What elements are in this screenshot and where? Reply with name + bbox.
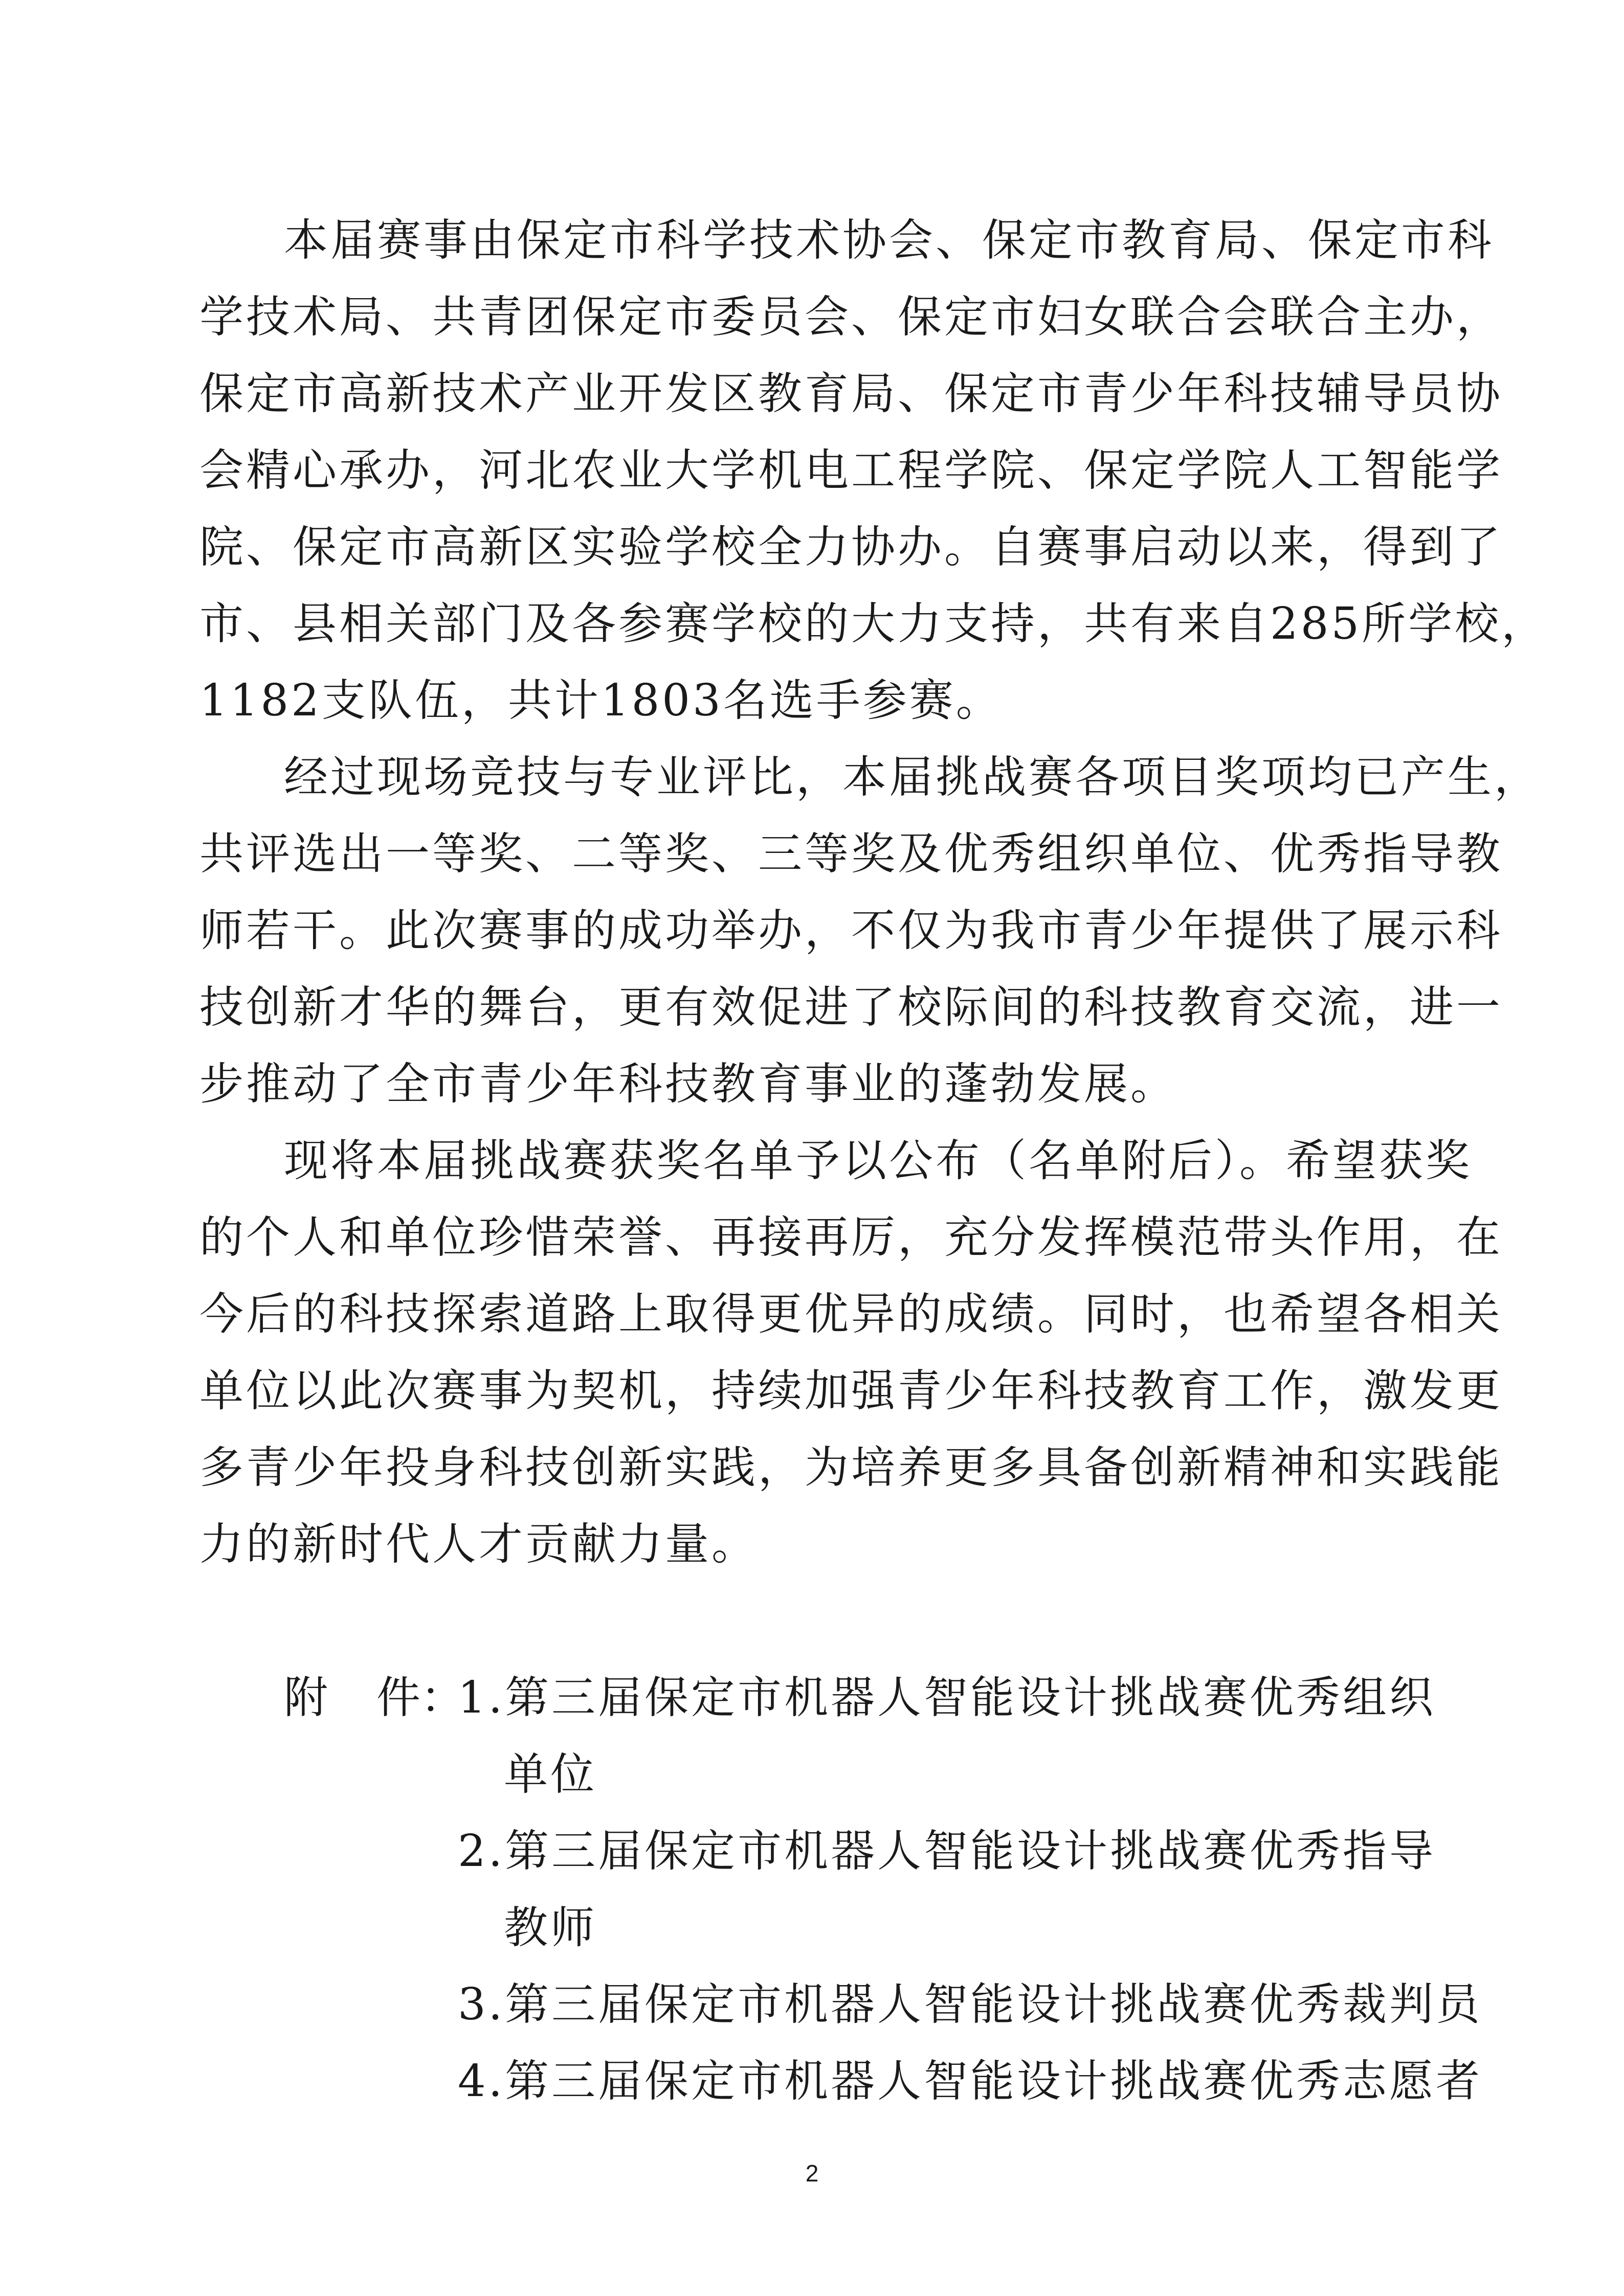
paragraph-1-line-6: 市、县相关部门及各参赛学校的大力支持，共有来自285所学校， <box>199 598 1548 649</box>
attachment-item-3 <box>458 1976 1482 2033</box>
attachment-title: 第三届保定市机器人智能设计挑战赛优秀组织 <box>505 1672 1436 1723</box>
paragraph-1-line-3: 保定市高新技术产业开发区教育局、保定市青少年科技辅导员协 <box>199 368 1503 419</box>
page-number: 2 <box>805 2160 819 2187</box>
paragraph-2-line-3: 师若干。此次赛事的成功举办，不仅为我市青少年提供了展示科 <box>199 905 1503 956</box>
paragraph-1-line-1: 本届赛事由保定市科学技术协会、保定市教育局、保定市科 <box>284 215 1494 266</box>
attachment-title: 第三届保定市机器人智能设计挑战赛优秀指导 <box>505 1826 1436 1877</box>
attachment-number: 1. <box>458 1672 505 1723</box>
attachments-label <box>284 1670 464 1726</box>
attachments-label-first: 附 <box>284 1672 328 1723</box>
paragraph-1-line-5: 院、保定市高新区实验学校全力协办。自赛事启动以来，得到了 <box>199 522 1503 573</box>
paragraph-2-line-1: 经过现场竞技与专业评比，本届挑战赛各项目奖项均已产生， <box>284 752 1541 803</box>
paragraph-1-line-4: 会精心承办，河北农业大学机电工程学院、保定学院人工智能学 <box>199 445 1503 496</box>
paragraph-2-line-4: 技创新才华的舞台，更有效促进了校际间的科技教育交流，进一 <box>199 982 1503 1033</box>
attachments-label-second: 件： <box>376 1672 464 1723</box>
paragraph-3-line-2: 的个人和单位珍惜荣誉、再接再厉，充分发挥模范带头作用，在 <box>199 1212 1503 1263</box>
attachment-title: 第三届保定市机器人智能设计挑战赛优秀志愿者 <box>505 2056 1483 2107</box>
paragraph-3-line-4: 单位以此次赛事为契机，持续加强青少年科技教育工作，激发更 <box>199 1365 1503 1416</box>
paragraph-3-line-5: 多青少年投身科技创新实践，为培养更多具备创新精神和实践能 <box>199 1442 1503 1493</box>
paragraph-2-line-5: 步推动了全市青少年科技教育事业的蓬勃发展。 <box>199 1059 1177 1110</box>
attachment-item-4 <box>458 2053 1482 2109</box>
attachment-title: 第三届保定市机器人智能设计挑战赛优秀裁判员 <box>505 1979 1483 2030</box>
paragraph-3-line-6: 力的新时代人才贡献力量。 <box>199 1519 758 1570</box>
paragraph-3-line-3: 今后的科技探索道路上取得更优异的成绩。同时，也希望各相关 <box>199 1289 1503 1340</box>
paragraph-1-line-7: 1182支队伍，共计1803名选手参赛。 <box>199 675 1003 726</box>
attachment-item-1 <box>458 1670 1436 1726</box>
attachment-item-2-continued: 教师 <box>504 1902 597 1953</box>
attachment-number: 3. <box>458 1979 505 2030</box>
paragraph-3-line-1: 现将本届挑战赛获奖名单予以公布（名单附后）。希望获奖 <box>284 1135 1472 1186</box>
attachment-item-1-continued: 单位 <box>504 1749 597 1800</box>
attachment-number: 4. <box>458 2056 505 2107</box>
paragraph-1-line-2: 学技术局、共青团保定市委员会、保定市妇女联合会联合主办， <box>199 291 1503 343</box>
attachment-number: 2. <box>458 1826 505 1877</box>
attachment-item-2 <box>458 1823 1436 1879</box>
paragraph-2-line-2: 共评选出一等奖、二等奖、三等奖及优秀组织单位、优秀指导教 <box>199 828 1503 880</box>
